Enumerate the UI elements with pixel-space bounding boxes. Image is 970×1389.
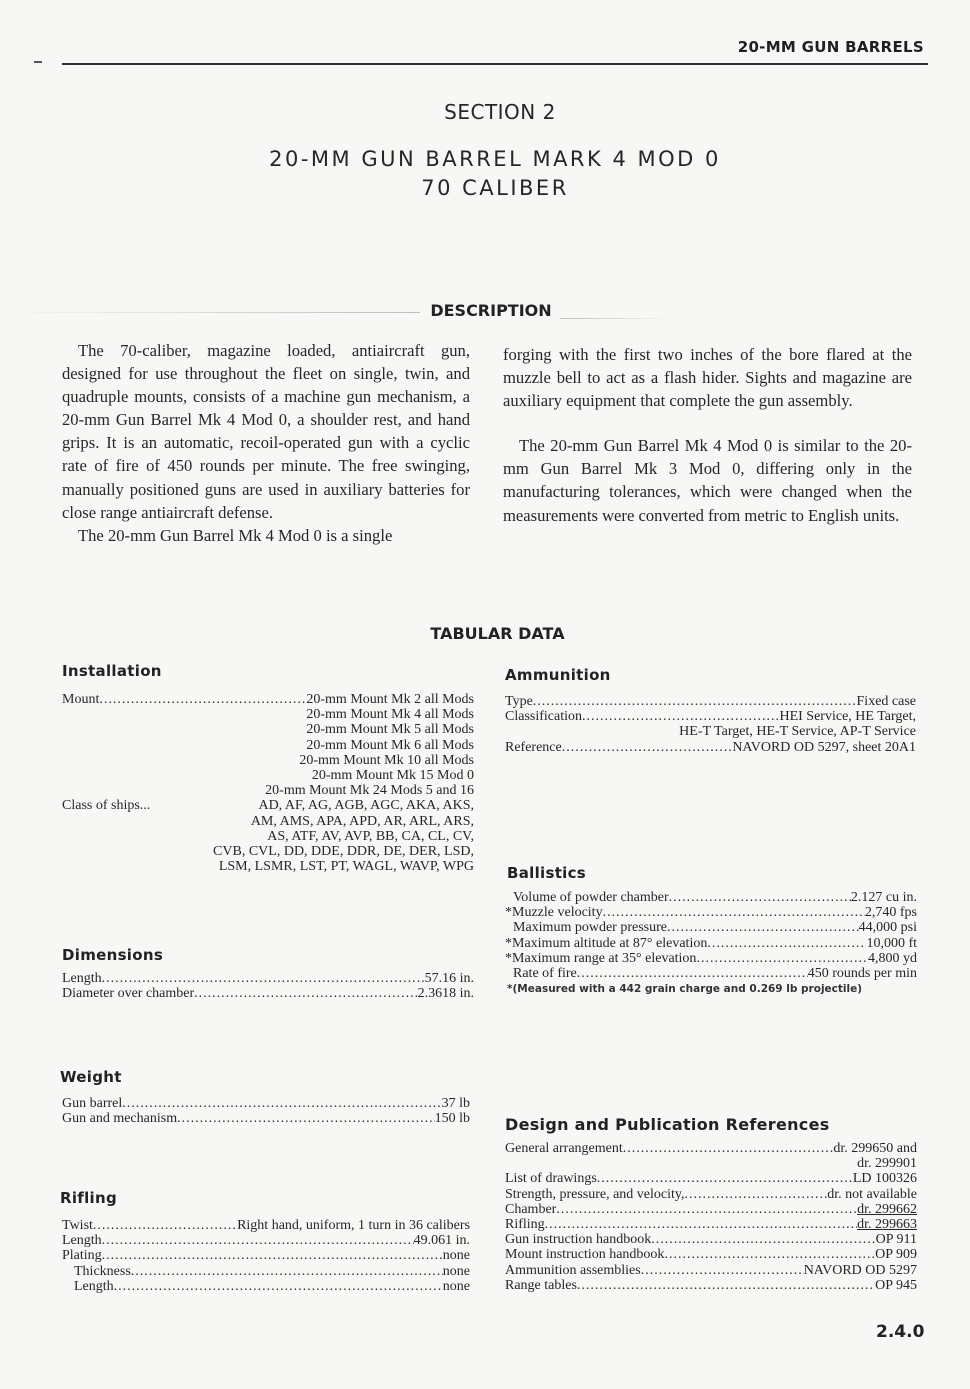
mount-value: 20-mm Mount Mk 10 all Mods (299, 752, 474, 768)
table-row (505, 951, 917, 966)
table-row (62, 1111, 470, 1126)
row-label: Rifling (505, 1217, 545, 1233)
table-row (505, 740, 916, 755)
row-value: dr. 299662 (857, 1201, 917, 1217)
row-value: Fixed case (856, 694, 916, 709)
ship-class-row (62, 798, 474, 813)
ammunition-heading: Ammunition (505, 666, 611, 684)
description-right-column (503, 343, 912, 527)
mount-value: 20-mm Mount Mk 6 all Mods (306, 737, 474, 753)
references-table (505, 1141, 917, 1293)
row-label: Ammunition assemblies (505, 1262, 641, 1278)
weight-heading: Weight (60, 1068, 122, 1086)
row-label: Diameter over chamber (62, 986, 195, 1002)
ammunition-table (505, 694, 916, 755)
row-label: General arrangement (505, 1141, 623, 1156)
rifling-table (62, 1218, 470, 1294)
row-label: Mount instruction handbook (505, 1247, 665, 1263)
table-row (505, 1141, 917, 1156)
table-row (505, 1171, 917, 1186)
description-paragraph: forging with the first two inches of the bore flared at the muzzle bell to act as a flash hider. Sights and magazine are auxiliary equipment that complete the gun assembly. (503, 345, 912, 411)
mount-value: 20-mm Mount Mk 5 all Mods (306, 722, 474, 738)
page-number: 2.4.0 (876, 1322, 925, 1342)
row-label: Thickness (74, 1263, 131, 1279)
row-label: List of drawings (505, 1171, 597, 1187)
row-label: Gun barrel (62, 1096, 123, 1111)
description-left-column (62, 339, 470, 547)
ballistics-footnote: *(Measured with a 442 grain charge and 0.269 lb projectile) (507, 983, 863, 996)
row-value: 10,000 ft (866, 935, 917, 951)
row-value: NAVORD OD 5297, sheet 20A1 (732, 739, 916, 755)
running-head: 20-MM GUN BARRELS (737, 38, 924, 56)
title-line-2: 70 CALIBER (421, 176, 569, 200)
row-value: 4,800 yd (868, 950, 917, 966)
description-paragraph: The 20-mm Gun Barrel Mk 4 Mod 0 is similar to the 20-mm Gun Barrel Mk 3 Mod 0, differing only in the manufacturing tolerances, which were changed when the measurements were converted from metric to English units. (503, 436, 912, 525)
row-value-continued: HE-T Target, HE-T Service, AP-T Service (679, 724, 916, 740)
row-value: none (442, 1278, 470, 1294)
row-value: 2.127 cu in. (850, 890, 917, 905)
weight-table (62, 1096, 470, 1126)
document-title (0, 145, 970, 203)
row-value: 2.3618 in. (417, 986, 474, 1002)
description-paragraph: The 70-caliber, magazine loaded, antiaircraft gun, designed for use throughout the fleet on single, twin, and quadruple mounts, consists of a machine gun mechanism, a 20-mm Gun Barrel Mk 4 Mod 0, a shoulder rest, and hand grips. It is an automatic, recoil-operated gun with a cyclic rate of fire of 450 rounds per minute. The free swinging, manually positioned guns are used in auxiliary batteries for close range antiaircraft defense. (62, 341, 470, 522)
ship-class-label: Class of ships... (62, 798, 151, 814)
row-value-continued: dr. 299901 (857, 1156, 917, 1172)
mount-value: 20-mm Mount Mk 15 Mod 0 (311, 768, 474, 784)
dimensions-table (62, 971, 474, 1001)
row-value: 57.16 in. (424, 971, 474, 986)
references-heading: Design and Publication References (505, 1115, 830, 1134)
table-row (62, 1218, 470, 1233)
row-value: 49.061 in. (413, 1233, 470, 1249)
table-row (505, 1187, 917, 1202)
row-label: Volume of powder chamber (513, 890, 669, 905)
table-row (505, 905, 917, 920)
ship-class-value: AM, AMS, APA, APD, AR, ARL, ARS, (250, 813, 474, 829)
row-label: Strength, pressure, and velocity, (505, 1186, 685, 1202)
row-label: Twist (62, 1218, 93, 1233)
table-row (505, 1202, 917, 1217)
table-row (505, 709, 916, 724)
row-value: OP 911 (875, 1232, 917, 1248)
row-label: Rate of fire (513, 966, 577, 982)
mount-label: Mount (62, 692, 100, 707)
row-value: HEI Service, HE Target, (779, 709, 916, 725)
table-row (62, 1264, 470, 1279)
row-label: Gun and mechanism (62, 1111, 178, 1127)
section-title: SECTION 2 (444, 100, 556, 124)
ship-class-value: CVB, CVL, DD, DDE, DDR, DE, DER, LSD, (213, 844, 474, 860)
installation-heading: Installation (62, 662, 162, 680)
row-value: none (442, 1248, 470, 1264)
row-label: Maximum powder pressure (513, 920, 667, 936)
table-row (505, 1247, 917, 1262)
table-row (505, 1217, 917, 1232)
table-row (505, 920, 917, 935)
mount-value: 20-mm Mount Mk 24 Mods 5 and 16 (265, 783, 474, 799)
row-label: Length (74, 1278, 114, 1294)
installation-table (62, 692, 474, 874)
row-value: LD 100326 (852, 1171, 917, 1187)
header-rule (62, 63, 928, 65)
description-heading: DESCRIPTION (430, 301, 552, 320)
row-value: NAVORD OD 5297 (803, 1262, 917, 1278)
rifling-heading: Rifling (60, 1189, 118, 1207)
table-row (505, 1278, 917, 1293)
row-value: Right hand, uniform, 1 turn in 36 calibers (237, 1218, 470, 1233)
row-label: Plating (62, 1248, 102, 1264)
dimensions-heading: Dimensions (62, 946, 164, 964)
row-label: Reference (505, 739, 562, 755)
row-label: Gun instruction handbook (505, 1232, 652, 1248)
table-row (505, 936, 917, 951)
row-value: 150 lb (434, 1111, 470, 1127)
tabular-data-heading: TABULAR DATA (430, 624, 565, 643)
table-row (62, 986, 474, 1001)
row-label: Length (62, 971, 102, 986)
mount-row (62, 692, 474, 707)
row-label: *Muzzle velocity (505, 905, 603, 921)
table-row (62, 1096, 470, 1111)
table-row (505, 966, 917, 981)
row-label: Range tables (505, 1277, 577, 1293)
row-label: Type (505, 694, 533, 709)
table-row (505, 694, 916, 709)
row-value: 37 lb (441, 1096, 470, 1111)
ship-class-value: LSM, LSMR, LST, PT, WAGL, WAVP, WPG (218, 859, 474, 875)
row-label: Chamber (505, 1201, 557, 1217)
ship-class-value: AD, AF, AG, AGB, AGC, AKA, AKS, (258, 798, 474, 814)
row-label: *Maximum range at 35° elevation (505, 950, 697, 966)
table-row (505, 1232, 917, 1247)
mount-value: 20-mm Mount Mk 4 all Mods (306, 707, 474, 723)
margin-mark (34, 61, 42, 63)
table-row (505, 1263, 917, 1278)
row-value: OP 945 (875, 1277, 917, 1293)
row-label: *Maximum altitude at 87° elevation (505, 935, 708, 951)
row-value: 44,000 psi (858, 920, 917, 936)
row-label: Length (62, 1233, 102, 1249)
table-row (62, 1233, 470, 1248)
table-row (62, 1279, 470, 1294)
description-paragraph: The 20-mm Gun Barrel Mk 4 Mod 0 is a single (78, 525, 393, 545)
title-line-1: 20-MM GUN BARREL MARK 4 MOD 0 (269, 147, 721, 171)
ballistics-table (505, 890, 917, 997)
mount-value: 20-mm Mount Mk 2 all Mods (306, 692, 474, 707)
row-value: dr. not available (827, 1186, 917, 1202)
row-value: 450 rounds per min (807, 966, 917, 982)
table-row (62, 1248, 470, 1263)
table-row (62, 971, 474, 986)
ship-class-value: AS, ATF, AV, AVP, BB, CA, CL, CV, (267, 828, 474, 844)
row-value: dr. 299663 (857, 1217, 917, 1233)
table-row (505, 890, 917, 905)
ballistics-heading: Ballistics (507, 864, 587, 882)
row-label: Classification (505, 709, 582, 725)
row-value: OP 909 (875, 1247, 917, 1263)
row-value: none (442, 1263, 470, 1279)
row-value: 2,740 fps (864, 905, 917, 921)
row-value: dr. 299650 and (833, 1141, 917, 1156)
